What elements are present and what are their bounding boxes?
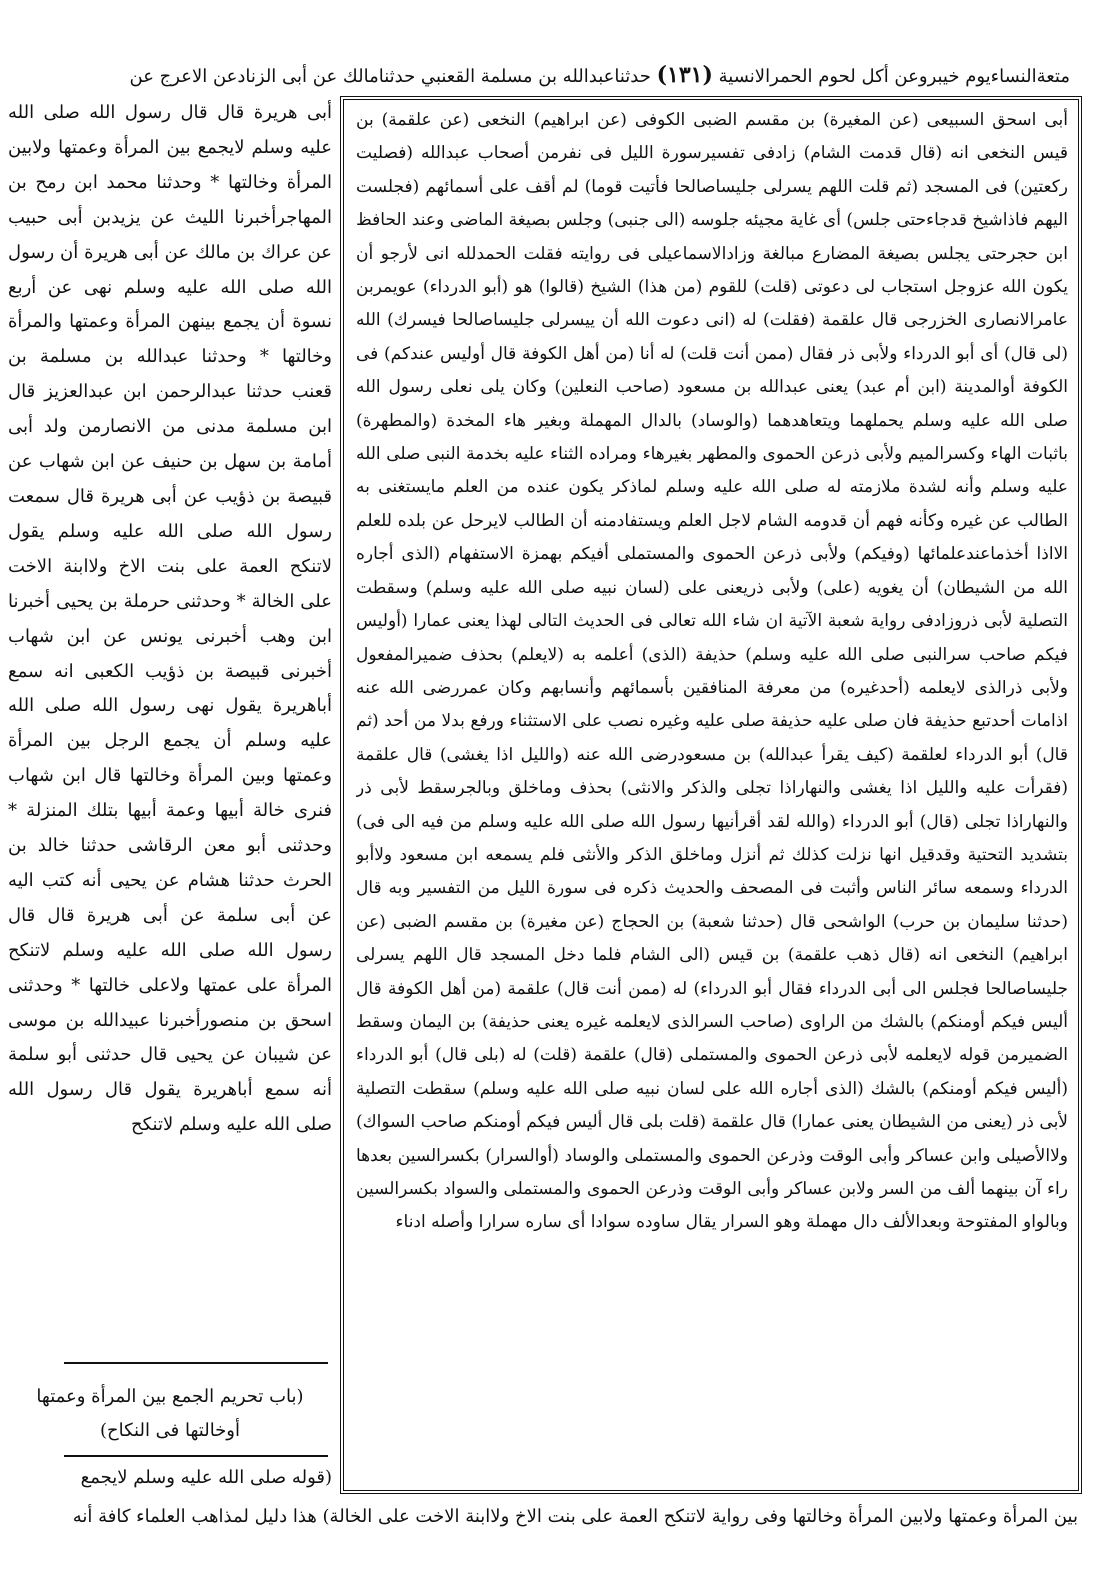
header-text-left: حدثناعبدالله بن مسلمة القعنبي حدثنامالك عن أبى الزنادعن الاعرج عن [129,66,651,87]
commentary-text-block [356,104,1068,1484]
chapter-heading: (باب تحريم الجمع بين المرأة وعمتها أوخالتها فى النكاح) [36,1386,304,1441]
hadith-text-block [8,96,332,1351]
footer-note: بين المرأة وعمتها ولابين المرأة وخالتها وفى رواية لاتنكح العمة على بنت الاخ ولاابنة الاخت على الخالة) هذا دليل لمذاهب العلماء كافة أنه [72,1506,1078,1527]
chapter-divider-top [64,1362,328,1364]
chapter-divider-bottom [64,1455,328,1457]
page-header [30,58,1070,92]
margin-note: (قوله صلى الله عليه وسلم لايجمع [80,1467,332,1488]
hadith-text: أبى هريرة قال قال رسول الله صلى الله عليه وسلم لايجمع بين المرأة وعمتها ولابين المرأة وخالتها * وحدثنا محمد ابن رمح بن المهاجرأخبرنا الليث عن يزيدبن أبى حبيب عن عراك بن مالك عن أبى هريرة أن رسول الله صلى الله عليه وسلم نهى عن أربع نسوة أن يجمع بينهن المرأة وعمتها والمرأة وخالتها * وحدثنا عبدالله بن مسلمة بن قعنب حدثنا عبدالرحمن ابن عبدالعزيز قال ابن مسلمة مدنى من الانصارمن ولد أبى أمامة بن سهل بن حنيف عن ابن شهاب عن قبيصة بن ذؤيب عن أبى هريرة قال سمعت رسول الله صلى الله عليه وسلم يقول لاتنكح العمة على بنت الاخ ولاابنة الاخت على الخالة * وحدثنى حرملة بن يحيى أخبرنا ابن وهب أخبرنى يونس عن ابن شهاب أخبرنى قبيصة بن ذؤيب الكعبى انه سمع أباهريرة يقول نهى رسول الله صلى الله عليه وسلم أن يجمع الرجل بين المرأة وعمتها وبين المرأة وخالتها قال ابن شهاب فنرى خالة أبيها وعمة أبيها بتلك المنزلة * وحدثنى أبو معن الرقاشى حدثنا خالد بن الحرث حدثنا هشام عن يحيى أنه كتب اليه عن أبى سلمة عن أبى هريرة قال قال رسول الله صلى الله عليه وسلم لاتنكح المرأة على عمتها ولاعلى خالتها * وحدثنى اسحق بن منصورأخبرنا عبيدالله بن موسى عن شيبان عن يحيى قال حدثنى أبو سلمة أنه سمع أباهريرة يقول قال رسول الله صلى الله عليه وسلم لاتنكح [8,102,332,1136]
page-number: (١٣١) [656,62,713,88]
header-text-right: متعةالنساءيوم خيبروعن أكل لحوم الحمرالانسية [718,66,1070,87]
commentary-text: أبى اسحق السبيعى (عن المغيرة) بن مقسم الضبى الكوفى (عن ابراهيم) النخعى (عن علقمة) بن قيس النخعى انه (قال قدمت الشام) زادفى تفسيرسورة الليل فى نفرمن أصحاب عبدالله (فصليت ركعتين) فى المسجد (ثم قلت اللهم يسرلى جليساصالحا فأتيت قوما) لم أقف على أسمائهم (فجلست اليهم فاذاشيخ قدجاءحتى جلس) أى غاية مجيئه جلوسه (الى جنبى) وجلس بصيغة الماضى وعند الحافظ ابن حجرحتى يجلس بصيغة المضارع مبالغة وزادالاسماعيلى فى روايته فقلت الحمدلله انى لأرجو أن يكون الله عزوجل استجاب لى دعوتى (قلت) للقوم (من هذا) الشيخ (قالوا) هو (أبو الدرداء) عويمربن عامرالانصارى الخزرجى قال علقمة (فقلت) له (انى دعوت الله أن ييسرلى جليساصالحا فيسرك) الله (لى قال) أى أبو الدرداء ولأبى ذر فقال (ممن أنت قلت) له أنا (من أهل الكوفة قال أوليس عندكم) فى الكوفة أوالمدينة (ابن أم عبد) يعنى عبدالله بن مسعود (صاحب النعلين) وكان يلى نعلى رسول الله صلى الله عليه وسلم يحملهما ويتعاهدهما (والوساد) بالدال المهملة وبغير هاء المخدة (والمطهرة) باثبات الهاء وكسرالميم ولأبى ذرعن الحموى والمطهر بغيرهاء ومراده الثناء عليه بخدمة النبى صلى الله عليه وسلم وأنه لشدة ملازمته له صلى الله عليه وسلم لماذكر يكون عنده من العلم مايستغنى به الطالب عن غيره وكأنه فهم أن قدومه الشام لاجل العلم ويستفادمنه أن الطالب لايرحل عن بلده للعلم الااذا أخذماعندعلمائها (وفيكم) ولأبى ذرعن الحموى والمستملى أفيكم بهمزة الاستفهام (الذى أجاره الله من الشيطان) أن يغويه (على) ولأبى ذريعنى على (لسان نبيه صلى الله عليه وسلم) وسقطت التصلية لأبى ذروزادفى رواية شعبة الآتية ان شاء الله تعالى فى الحديث التالى لهذا يعنى عمارا (أوليس فيكم صاحب سرالنبى صلى الله عليه وسلم) حذيفة (الذى) أعلمه به (لايعلم) بحذف ضميرالمفعول ولأبى ذرالذى لايعلمه (أحدغيره) من معرفة المنافقين بأسمائهم وأنسابهم وكان عمررضى الله عنه اذامات أحدتبع حذيفة فان صلى عليه حذيفة صلى عليه وغيره نصب على الاستثناء ورفع بدلا من أحد (ثم قال) أبو الدرداء لعلقمة (كيف يقرأ عبدالله) بن مسعودرضى الله عنه (والليل اذا يغشى) قال علقمة (فقرأت عليه والليل اذا يغشى والنهاراذا تجلى والذكر والانثى) بحذف وماخلق وبالجرسقط لأبى ذر والنهاراذا تجلى (قال) أبو الدرداء (والله لقد أقرأنيها رسول الله صلى الله عليه وسلم من فيه الى فى) بتشديد التحتية وقدقيل انها نزلت كذلك ثم أنزل وماخلق الذكر والأنثى فلم يسمعه ابن مسعود ولاأبو الدرداء وسمعه سائر الناس وأثبت فى المصحف والحديث ذكره فى سورة الليل من التفسير وبه قال (حدثنا سليمان بن حرب) الواشحى قال (حدثنا شعبة) بن الحجاج (عن مغيرة) بن مقسم الضبى (عن ابراهيم) النخعى انه (قال ذهب علقمة) بن قيس (الى الشام فلما دخل المسجد قال اللهم يسرلى جليساصالحا فجلس الى أبى الدرداء فقال أبو الدرداء) له (ممن أنت قال) علقمة (من أهل الكوفة قال أليس فيكم أومنكم) بالشك من الراوى (صاحب السرالذى لايعلمه غيره يعنى حذيفة) بن اليمان وسقط الضميرمن قوله لايعلمه لأبى ذرعن الحموى والمستملى (قال) علقمة (قلت) له (بلى قال) أبو الدرداء (أليس فيكم أومنكم) بالشك (الذى أجاره الله على لسان نبيه صلى الله عليه وسلم) سقطت التصلية لأبى ذر (يعنى من الشيطان يعنى عمارا) قال علقمة (قلت بلى قال أليس فيكم أومنكم صاحب السواك) ولاالأصيلى وابن عساكر وأبى الوقت وذرعن الحموى والمستملى والوساد (أوالسرار) بكسرالسين بعدها راء آن بينهما ألف من السر ولابن عساكر وأبى الوقت وذرعن الحموى والمستملى والسواد بكسرالسين وبالواو المفتوحة وبعدالألف دال مهملة وهو السرار يقال ساوده سوادا أى ساره سرارا وأصله ادناء [356,110,1068,1233]
